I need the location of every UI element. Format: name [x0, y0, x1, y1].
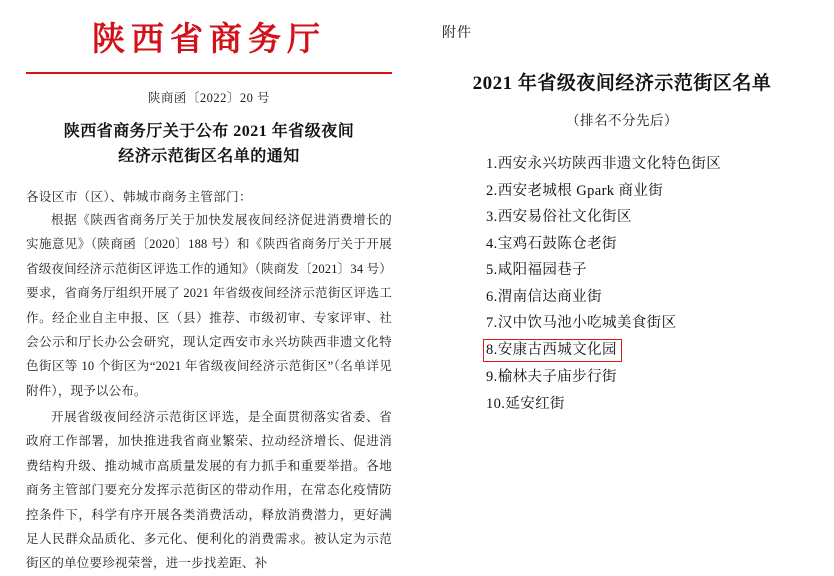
list-item-label: 宝鸡石鼓陈仓老街 — [497, 235, 617, 252]
list-item-label: 汉中饮马池小吃城美食街区 — [497, 315, 677, 331]
list-item-highlighted — [483, 339, 622, 363]
document-title — [26, 120, 392, 170]
list-item-label: 渭南信达商业街 — [497, 288, 602, 305]
list-item — [486, 364, 804, 391]
document-recipient: 各设区市（区）、韩城市商务主管部门： — [26, 189, 252, 204]
letterhead-title: 陕西省商务厅 — [92, 22, 326, 58]
list-item-label: 安康古西城文化园 — [497, 341, 617, 358]
list-item-label: 西安易俗社文化街区 — [497, 209, 632, 225]
list-item-index: 7. — [486, 315, 498, 331]
list-item — [486, 257, 804, 284]
list-item-index: 10. — [486, 395, 506, 412]
list-item-index: 6. — [486, 288, 498, 305]
list-item-label: 延安红街 — [505, 395, 565, 412]
list-item-index: 1. — [486, 156, 498, 172]
document-paragraph: 开展省级夜间经济示范街区评选，是全面贯彻落实省委、省政府工作部署，加快推进我省商业繁荣、拉动经济增长、促进消费结构升级、推动城市高质量发展的有力抓手和重要举措。各地商务主管部门要充分发挥示范街区的带动作用，在常态化疫情防控条件下，科学有序开展各类消费活动，释放消费潜力，更好满足人民群众品质化、多元化、便利化的消费需求。被认定为示范街区的单位要珍视荣誉，进一步找差距、补 — [26, 410, 392, 571]
list-item-index: 9. — [486, 369, 498, 385]
attachment-title: 2021 年省级夜间经济示范街区名单 — [472, 73, 772, 94]
attachment-subtitle: （排名不分先后） — [566, 113, 678, 128]
list-item — [486, 204, 804, 231]
document-title-line-2: 经济示范街区名单的通知 — [118, 147, 300, 165]
list-item-label: 榆林夫子庙步行街 — [497, 369, 617, 385]
list-item — [486, 231, 804, 258]
list-item-label: 咸阳福园巷子 — [497, 262, 588, 278]
list-item — [486, 178, 804, 205]
list-item-label: 西安老城根 Gpark 商业街 — [497, 182, 664, 199]
list-item — [486, 284, 804, 311]
list-item-index: 5. — [486, 262, 498, 278]
list-item-label: 西安永兴坊陕西非遗文化特色街区 — [497, 156, 722, 172]
document-title-line-1: 陕西省商务厅关于公布 2021 年省级夜间 — [63, 122, 355, 140]
list-item-index: 8. — [486, 341, 498, 358]
list-item-index: 3. — [486, 209, 498, 225]
attachment-label: 附件 — [442, 26, 472, 41]
document-number: 陕商函〔2022〕20 号 — [147, 90, 271, 105]
letterhead-divider — [26, 72, 392, 74]
document-paragraph: 根据《陕西省商务厅关于加快发展夜间经济促进消费增长的实施意见》（陕商函〔2020〕188 号）和《陕西省商务厅关于开展省级夜间经济示范街区评选工作的通知》（陕商发〔2021〕34 号）要求，省商务厅组织开展了 2021 年省级夜间经济示范街区评选工作。经企业自主申报、区（县）推荐、市级初审、专家评审、社会公示和厅长办公会研究，现认定西安市永兴坊陕西非遗文化特色街区等 10 个街区为“2021 年省级夜间经济示范街区”（名单详见附件），现予以公布。 — [26, 213, 392, 398]
attachment-column — [418, 0, 834, 571]
official-notice-column — [0, 0, 418, 571]
list-item — [486, 391, 804, 418]
list-item — [486, 310, 804, 337]
attachment-list — [440, 151, 804, 417]
list-item-index: 4. — [486, 235, 498, 252]
list-item — [486, 151, 804, 178]
list-item-index: 2. — [486, 182, 498, 199]
